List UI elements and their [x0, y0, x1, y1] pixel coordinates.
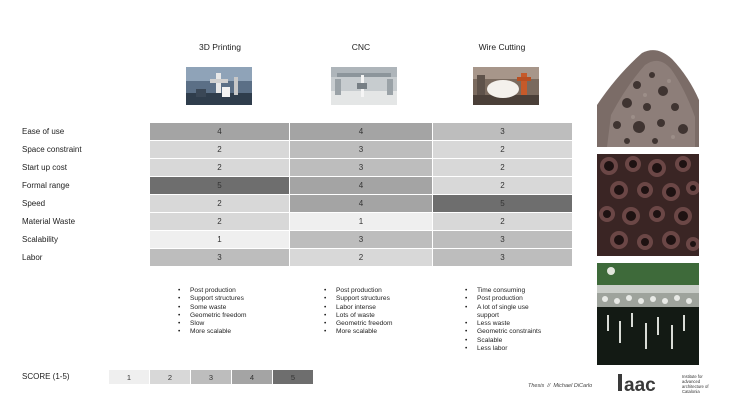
- score-legend-1: 1: [109, 370, 149, 384]
- logo-tagline: Institute for advanced architecture of Catalonia: [682, 374, 709, 394]
- criterion-labor: Labor: [22, 253, 43, 262]
- method-title-3d-printing: 3D Printing: [198, 42, 242, 52]
- score-cell-cnc: 3: [290, 141, 432, 158]
- score-cell-wire-cutting: 3: [433, 249, 572, 266]
- score-cell-cnc: 4: [290, 177, 432, 194]
- footer-credit: Thesis // Michael DiCarlo: [528, 383, 593, 389]
- score-cell-3d-printing: 5: [150, 177, 289, 194]
- note-item: • Post production: [465, 295, 545, 303]
- score-legend-3: 3: [191, 370, 231, 384]
- notes-cnc: [324, 287, 434, 337]
- method-title-cnc: CNC: [351, 42, 371, 52]
- score-cell-wire-cutting: 3: [433, 231, 572, 248]
- criterion-material-waste: Material Waste: [22, 217, 76, 226]
- score-cell-cnc: 2: [290, 249, 432, 266]
- score-cell-wire-cutting: 2: [433, 213, 572, 230]
- note-item: • A lot of single use support: [465, 304, 545, 321]
- score-legend-label: SCORE (1-5): [22, 372, 70, 381]
- score-cell-cnc: 4: [290, 195, 432, 212]
- note-item: • More scalable: [324, 328, 434, 336]
- iaac-logo: [616, 369, 678, 397]
- score-cell-cnc: 3: [290, 231, 432, 248]
- criterion-speed: Speed: [22, 199, 46, 208]
- criterion-scalability: Scalability: [22, 235, 59, 244]
- score-legend-5: 5: [273, 370, 313, 384]
- note-item: • Scalable: [465, 337, 545, 345]
- note-item: • Lots of waste: [324, 312, 434, 320]
- cnc-machine-photo: [331, 67, 397, 105]
- score-legend-4: 4: [232, 370, 272, 384]
- note-item: • Slow: [178, 320, 288, 328]
- note-item: • Post production: [324, 287, 434, 295]
- score-cell-wire-cutting: 2: [433, 141, 572, 158]
- score-cell-wire-cutting: 3: [433, 123, 572, 140]
- score-legend-2: 2: [150, 370, 190, 384]
- score-cell-cnc: 1: [290, 213, 432, 230]
- porous-dark-texture-photo: [597, 154, 699, 256]
- note-item: • Geometric constraints: [465, 328, 545, 336]
- score-cell-cnc: 4: [290, 123, 432, 140]
- note-item: • More scalable: [178, 328, 288, 336]
- note-item: • Geometric freedom: [324, 320, 434, 328]
- criterion-ease-of-use: Ease of use: [22, 127, 65, 136]
- score-cell-3d-printing: 1: [150, 231, 289, 248]
- robotic-wire-cutting-photo: [473, 67, 539, 105]
- method-title-wire-cutting: Wire Cutting: [478, 42, 526, 52]
- notes-wire-cutting: [465, 287, 545, 353]
- robot-arm-3d-printing-photo: [186, 67, 252, 105]
- notes-3d-printing: [178, 287, 288, 337]
- layered-pebble-cross-section-photo: [597, 263, 699, 365]
- note-item: • Less waste: [465, 320, 545, 328]
- criterion-start-up-cost: Start up cost: [22, 163, 67, 172]
- note-item: • Some waste: [178, 304, 288, 312]
- note-item: • Support structures: [324, 295, 434, 303]
- criterion-space-constraint: Space constraint: [22, 145, 82, 154]
- score-cell-wire-cutting: 5: [433, 195, 572, 212]
- note-item: • Less labor: [465, 345, 545, 353]
- score-cell-3d-printing: 4: [150, 123, 289, 140]
- note-item: • Time consuming: [465, 287, 545, 295]
- score-cell-3d-printing: 2: [150, 213, 289, 230]
- score-cell-wire-cutting: 2: [433, 177, 572, 194]
- score-cell-3d-printing: 2: [150, 159, 289, 176]
- note-item: • Geometric freedom: [178, 312, 288, 320]
- score-cell-wire-cutting: 2: [433, 159, 572, 176]
- porous-stone-peak-photo: [597, 45, 699, 147]
- note-item: • Support structures: [178, 295, 288, 303]
- score-cell-3d-printing: 2: [150, 195, 289, 212]
- note-item: • Post production: [178, 287, 288, 295]
- note-item: • Labor intense: [324, 304, 434, 312]
- score-cell-3d-printing: 2: [150, 141, 289, 158]
- criterion-formal-range: Formal range: [22, 181, 70, 190]
- svg-text:aac: aac: [624, 375, 656, 396]
- score-cell-cnc: 3: [290, 159, 432, 176]
- score-cell-3d-printing: 3: [150, 249, 289, 266]
